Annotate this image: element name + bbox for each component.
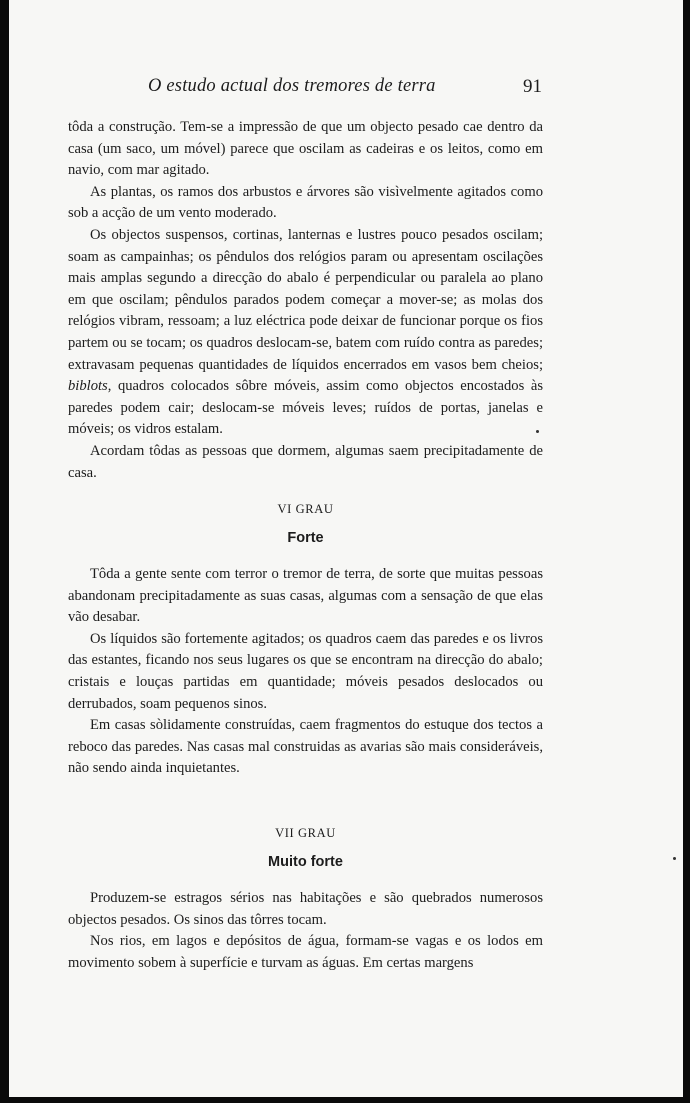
grade-label: VII GRAU (275, 826, 336, 841)
paragraph: Acordam tôdas as pessoas que dormem, algumas saem precipitadamente de casa. (68, 442, 543, 481)
paragraph: As plantas, os ramos dos arbustos e árvores são visìvelmente agitados como sob a acção de um vento moderado. (68, 183, 543, 222)
scan-edge-right (683, 0, 690, 1103)
scan-edge-bottom (0, 1097, 690, 1103)
paragraph: Em casas sòlidamente construídas, caem fragmentos do estuque dos tectos a reboco das paredes. Nas casas mal construidas as avarias são mais consideráveis, não sendo ainda inquietantes. (68, 717, 543, 777)
body-text (68, 117, 543, 974)
page-header (148, 76, 548, 100)
page-number: 91 (523, 76, 542, 97)
grade-name: Muito forte (268, 854, 343, 871)
scan-edge-left (0, 0, 9, 1103)
paragraph-text: Os objectos suspensos, cortinas, lanternas e lustres pouco pesados oscilam; soam as campainhas; os pêndulos dos relógios param ou apresentam oscilações mais amplas segundo a direcção do abalo é perpendicular ou paralela ao plano em que oscilam; pêndulos parados podem começar a mover-se; as molas dos relógios vibram, ressoam; a luz eléctrica pode deixar de funcionar porque os fios partem ou se tocam; os quadros deslocam-se, batem com ruído contra as paredes; extravasam pequenas quantidades de líquidos encerrados em vasos bem cheios; (68, 226, 543, 373)
paragraph: tôda a construção. Tem-se a impressão de que um objecto pesado cae dentro da casa (um saco, um móvel) parece que oscilam as cadeiras e os leitos, como em navio, com mar agitado. (68, 119, 543, 179)
ink-speck (536, 430, 539, 433)
grade-label: VI GRAU (277, 502, 334, 517)
italic-term: biblots (68, 378, 108, 395)
running-title: O estudo actual dos tremores de terra (148, 76, 436, 96)
grade-name: Forte (287, 530, 324, 547)
ink-speck (673, 857, 676, 860)
paragraph-text: , quadros colocados sôbre móveis, assim como objectos encostados às paredes podem cair; deslocam-se móveis leves; ruídos de portas, janelas e móveis; os vidros estalam. (68, 378, 543, 438)
paragraph: Nos rios, em lagos e depósitos de água, formam-se vagas e os lodos em movimento sobem à superfície e turvam as águas. Em certas margens (68, 933, 543, 971)
paragraph: Tôda a gente sente com terror o tremor de terra, de sorte que muitas pessoas abandonam precipitadamente as suas casas, algumas com a sensação de que elas vão desabar. (68, 566, 543, 626)
paragraph (68, 225, 543, 441)
paragraph: Os líquidos são fortemente agitados; os quadros caem das paredes e os livros das estantes, ficando nos seus lugares os que se encontram na direcção do abalo; cristais e louças partidas em quantidade; móveis pesados deslocados ou derrubados, soam pequenos sinos. (68, 630, 543, 712)
section-gap (68, 780, 543, 808)
paragraph: Produzem-se estragos sérios nas habitações e são quebrados numerosos objectos pesados. Os sinos das tôrres tocam. (68, 890, 543, 928)
